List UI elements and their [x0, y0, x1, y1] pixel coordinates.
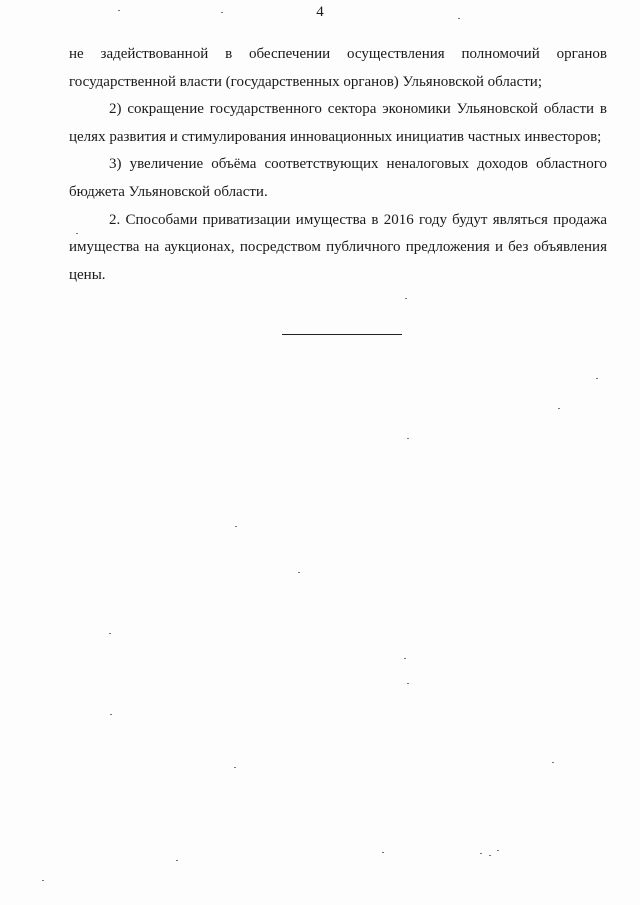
scan-speck	[118, 10, 120, 11]
scan-speck	[558, 408, 560, 409]
scan-speck	[235, 526, 237, 527]
document-body	[69, 41, 607, 289]
scan-speck	[480, 853, 482, 854]
scan-speck	[234, 767, 236, 768]
scan-speck	[596, 378, 598, 379]
scan-speck	[407, 683, 409, 684]
scan-speck	[42, 880, 44, 881]
scan-speck	[110, 714, 112, 715]
scan-speck	[497, 850, 499, 851]
scan-speck	[407, 438, 409, 439]
paragraph-item-3: 3) увеличение объёма соответствующих неналоговых доходов областного бюджета Ульяновской области.	[69, 156, 607, 200]
paragraph-continuation: не задействованной в обеспечении осуществления полномочий органов государственной власти (государственных органов) Ульяновской области;	[69, 46, 607, 90]
scan-speck	[221, 12, 223, 13]
page-number: 4	[316, 4, 324, 20]
scan-speck	[489, 855, 491, 856]
scan-speck	[404, 658, 406, 659]
scan-speck	[382, 852, 384, 853]
scan-speck	[109, 633, 111, 634]
scan-speck	[298, 572, 300, 573]
scan-speck	[405, 298, 407, 299]
scan-speck	[458, 18, 460, 19]
scan-speck	[76, 233, 78, 234]
paragraph-section-2: 2. Способами приватизации имущества в 2016 году будут являться продажа имущества на аукционах, посредством публичного предложения и без объявления цены.	[69, 211, 607, 283]
scan-speck	[552, 762, 554, 763]
end-separator-line	[282, 334, 402, 335]
paragraph-item-2: 2) сокращение государственного сектора экономики Ульяновской области в целях развития и стимулирования инновационных инициатив частных инвесторов;	[69, 101, 607, 145]
scan-speck	[176, 860, 178, 861]
